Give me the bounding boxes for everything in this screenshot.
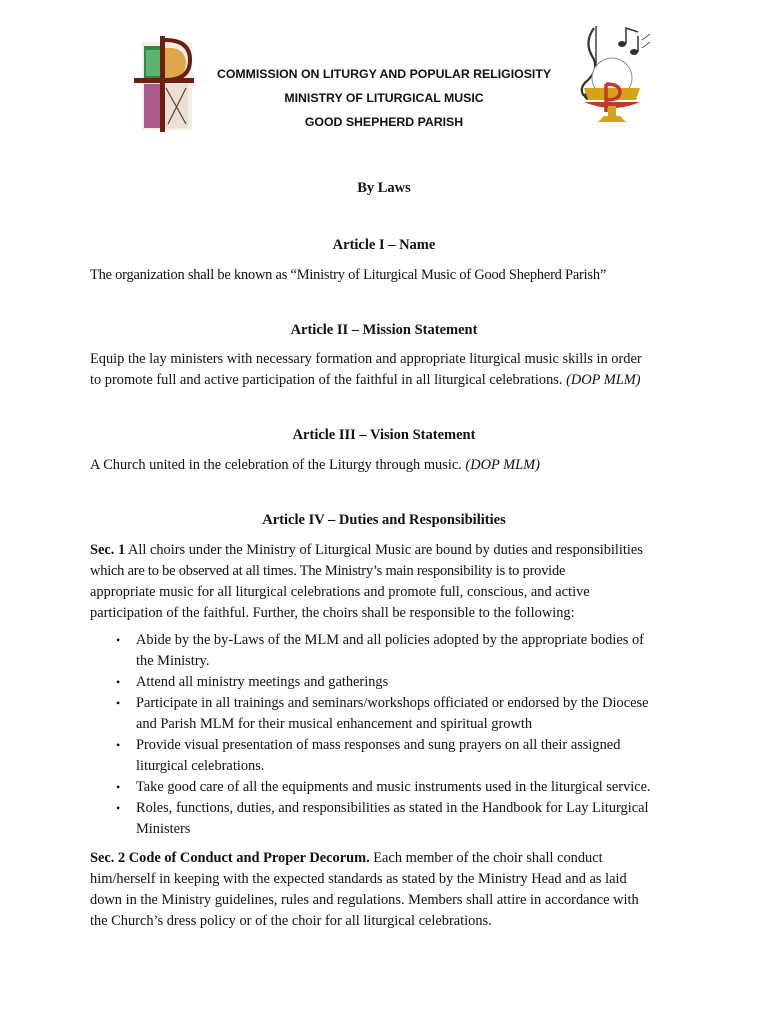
article3-text-content: A Church united in the celebration of the Liturgy through music. <box>90 457 466 473</box>
list-item <box>90 672 690 693</box>
article2-line <box>90 370 690 391</box>
sec1-line <box>90 540 690 561</box>
list-item-line: Abide by the by-Laws of the MLM and all policies adopted by the appropriate bodies of <box>136 632 644 648</box>
music-chalice-logo <box>570 22 654 130</box>
sec1-label: Sec. 1 <box>90 542 126 558</box>
sec2-line-text: Each member of the choir shall conduct <box>369 850 603 866</box>
list-item <box>90 798 690 840</box>
sec2-line <box>90 848 690 869</box>
article4-sec2 <box>90 848 690 932</box>
article1-heading: Article I – Name <box>332 237 436 253</box>
bullet-icon: • <box>116 675 121 689</box>
article2-line: Equip the lay ministers with necessary formation and appropriate liturgical music skills in order <box>90 351 642 367</box>
sec2-line: the Church’s dress policy or of the choir for all liturgical celebrations. <box>90 913 492 929</box>
bullet-icon: • <box>116 738 121 752</box>
list-item-line: Roles, functions, duties, and responsibilities as stated in the Handbook for Lay Liturgical <box>136 800 649 816</box>
list-item-line: Ministers <box>136 821 191 837</box>
sec1-line: appropriate music for all liturgical celebrations and promote full, conscious, and active <box>90 584 590 600</box>
header-commission: COMMISSION ON LITURGY AND POPULAR RELIGIOSITY <box>216 67 552 81</box>
article2-text <box>90 349 690 391</box>
document-title: By Laws <box>357 180 411 196</box>
responsibilities-list <box>90 630 690 840</box>
article3-heading: Article III – Vision Statement <box>292 427 476 443</box>
document-header <box>200 62 568 134</box>
article4-sec1 <box>90 540 690 624</box>
article3-text <box>90 455 690 476</box>
bullet-icon: • <box>116 696 121 710</box>
article2-line-text: to promote full and active participation of the faithful in all liturgical celebrations. <box>90 372 567 388</box>
list-item-line: Attend all ministry meetings and gatherings <box>136 674 389 690</box>
sec2-line: him/herself in keeping with the expected standards as stated by the Ministry Head and as laid <box>90 871 627 887</box>
header-ministry: MINISTRY OF LITURGICAL MUSIC <box>284 91 484 105</box>
list-item-line: the Ministry. <box>136 653 210 669</box>
article2-ref: (DOP MLM) <box>566 372 641 388</box>
sec1-line: participation of the faithful. Further, the choirs shall be responsible to the following: <box>90 605 575 621</box>
commission-cross-logo <box>128 28 198 134</box>
sec2-line: down in the Ministry guidelines, rules and regulations. Members shall attire in accordance with <box>90 892 639 908</box>
list-item <box>90 693 690 735</box>
list-item-line: Take good care of all the equipments and music instruments used in the liturgical service. <box>136 779 651 795</box>
article4-heading: Article IV – Duties and Responsibilities <box>262 512 506 528</box>
list-item-line: liturgical celebrations. <box>136 758 265 774</box>
header-parish: GOOD SHEPHERD PARISH <box>304 115 464 129</box>
bullet-icon: • <box>116 801 121 815</box>
article2-heading: Article II – Mission Statement <box>290 322 478 338</box>
bullet-icon: • <box>116 633 121 647</box>
list-item <box>90 630 690 672</box>
list-item-line: Participate in all trainings and seminars/workshops officiated or endorsed by the Diocese <box>136 695 649 711</box>
article1-text-content: The organization shall be known as “Ministry of Liturgical Music of Good Shepherd Parish” <box>90 267 607 283</box>
list-item-line: Provide visual presentation of mass responses and sung prayers on all their assigned <box>136 737 621 753</box>
bullet-icon: • <box>116 780 121 794</box>
list-item <box>90 777 690 798</box>
article1-text <box>90 265 690 286</box>
sec1-line: which are to be observed at all times. The Ministry’s main responsibility is to provide <box>90 563 566 579</box>
list-item-line: and Parish MLM for their musical enhancement and spiritual growth <box>136 716 533 732</box>
sec2-label: Sec. 2 Code of Conduct and Proper Decorum. <box>90 850 370 866</box>
sec1-line-text: All choirs under the Ministry of Liturgical Music are bound by duties and responsibilities <box>125 542 643 558</box>
article3-ref: (DOP MLM) <box>465 457 540 473</box>
list-item <box>90 735 690 777</box>
